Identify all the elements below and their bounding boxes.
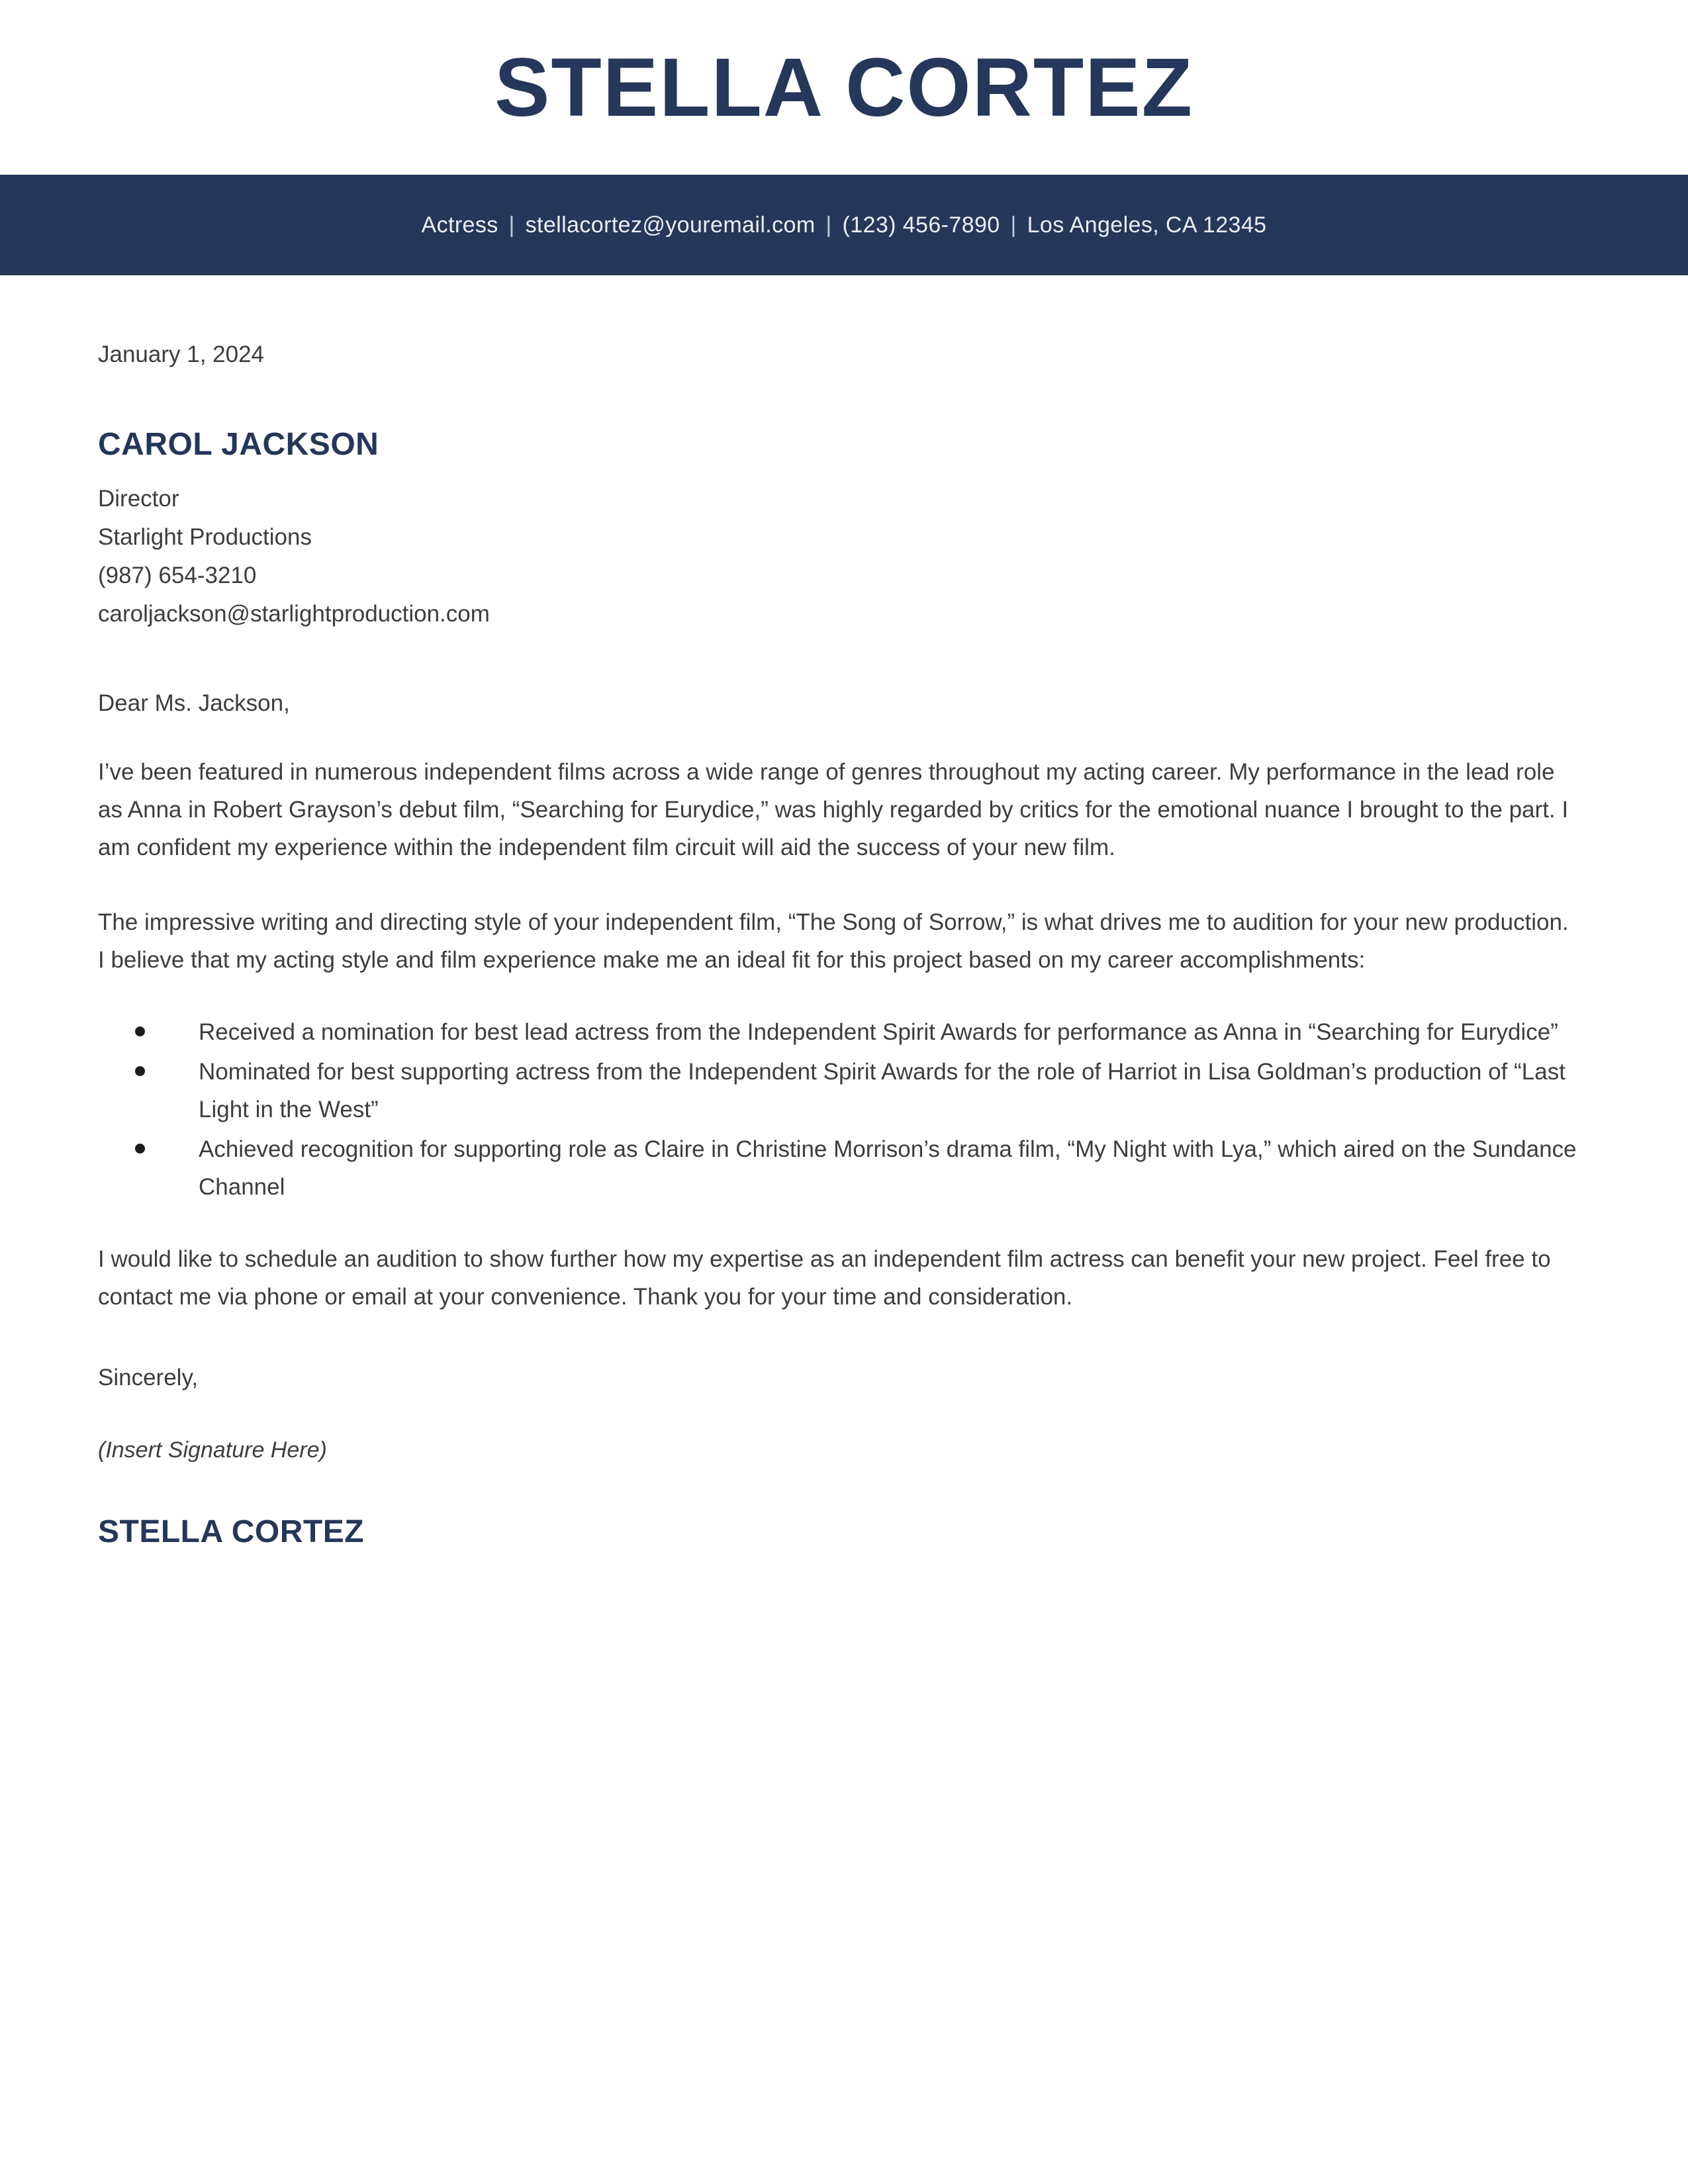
contact-location: Los Angeles, CA 12345 [1027, 212, 1267, 238]
recipient-block [98, 426, 1574, 633]
recipient-company: Starlight Productions [98, 524, 312, 551]
contact-phone[interactable]: (123) 456-7890 [842, 212, 1000, 238]
contact-email[interactable]: stellacortez@youremail.com [525, 212, 816, 238]
list-item-text: Nominated for best supporting actress from the Independent Spirit Awards for the role of Harriot in Lisa Goldman’s production of “Last Light in the West” [199, 1058, 1566, 1122]
contact-separator-1: | [508, 212, 515, 238]
letter-date: January 1, 2024 [98, 341, 265, 367]
recipient-phone: (987) 654-3210 [98, 563, 257, 589]
contact-bar [0, 175, 1688, 275]
contact-role: Actress [421, 212, 498, 238]
list-item [98, 1130, 1577, 1206]
list-item-text: Achieved recognition for supporting role as Claire in Christine Morrison’s drama film, “My Night with Lya,” which aired on the Sundance Channel [199, 1136, 1577, 1200]
contact-separator-3: | [1010, 212, 1017, 238]
recipient-title: Director [98, 486, 179, 512]
signature-placeholder: (Insert Signature Here) [98, 1437, 327, 1463]
list-item-text: Received a nomination for best lead actress from the Independent Spirit Awards for performance as Anna in “Searching for Eurydice” [199, 1019, 1558, 1045]
accomplishments-list [98, 1013, 1577, 1206]
paragraph-1: I’ve been featured in numerous independent films across a wide range of genres throughout my acting career. My performance in the lead role as Anna in Robert Grayson’s debut film, “Searching for Eurydice,” was highly regarded by critics for the emotional nuance I brought to the part. I am confident my experience within the independent film circuit will aid the success of your new film. [98, 759, 1569, 861]
list-item [98, 1013, 1577, 1051]
closing-salutation: Sincerely, [98, 1364, 199, 1390]
bullet-dot-icon [135, 1144, 145, 1154]
letter-content [98, 275, 1577, 1550]
paragraph-2: The impressive writing and directing style of your independent film, “The Song of Sorrow,” is what drives me to audition for your new production. I believe that my acting style and film experience make me an ideal fit for this project based on my career accomplishments: [98, 909, 1569, 973]
list-item [98, 1053, 1577, 1128]
contact-line [422, 212, 1267, 238]
recipient-email[interactable]: caroljackson@starlightproduction.com [98, 601, 490, 627]
contact-separator-2: | [825, 212, 832, 238]
header-name-banner [0, 0, 1688, 175]
salutation: Dear Ms. Jackson, [98, 690, 290, 717]
recipient-name: CAROL JACKSON [98, 427, 379, 462]
signoff-name: STELLA CORTEZ [98, 1514, 365, 1549]
paragraph-3: I would like to schedule an audition to show further how my expertise as an independent film actress can benefit your new project. Feel free to contact me via phone or email at your convenience. Thank you for your time and consideration. [98, 1246, 1551, 1310]
applicant-name-title: STELLA CORTEZ [494, 41, 1194, 134]
bullet-dot-icon [135, 1066, 145, 1076]
bullet-dot-icon [135, 1026, 145, 1036]
letter-body-area [0, 275, 1688, 1550]
